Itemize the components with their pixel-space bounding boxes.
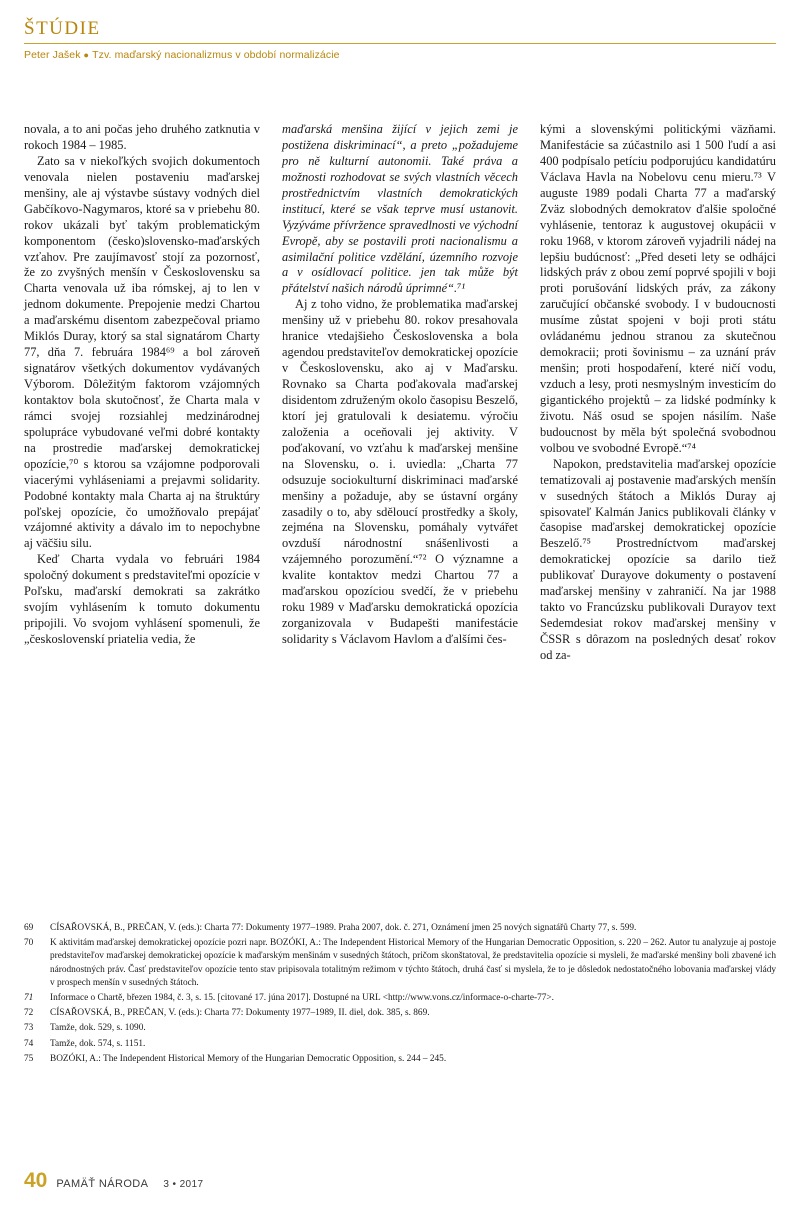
column-left — [24, 122, 260, 902]
footnote-text: BOZÓKI, A.: The Independent Historical Memory of the Hungarian Democratic Opposition, s. 244 – 245. — [50, 1053, 447, 1064]
footnote-text: CÍSAŘOVSKÁ, B., PREČAN, V. (eds.): Charta 77: Dokumenty 1977–1989. Praha 2007, dok. č. 271, Oznámení jmen 25 nových signatářů Charty 77, s. 599. — [50, 923, 637, 933]
bullet-separator-icon: ● — [83, 50, 90, 60]
paragraph: maďarská menšina žijící v jejich zemi je postižena diskriminací“, a preto „požadujeme pro ně kulturní autonomii. Také práva a možnosti rozhodovat se svých vlastních věcech prostřednictvím vlastních demokratických institucí, které se však teprve musí ustanovit. Vyzýváme přívržence spravedlnosti ve východní Evropě, aby se postavili proti nacionalismu a asimilační politice vzdělání, územního rozvoje a v osídlovací politice. jen tak může být přátelství našich národů úprimné“.⁷¹ — [282, 122, 518, 296]
footnote-number: 72 — [24, 1008, 34, 1019]
paragraph: Napokon, predstavitelia maďarskej opozície tematizovali aj postavenie maďarských menšín v susedných štátoch a Miklós Duray aj spisovateľ Kalmán Janics publikovali články v časopise maďarskej demokratickej opozície Beszelő.⁷⁵ Prostredníctvom maďarskej demokratickej opozície sa darilo tiež publikovať Durayove dokumenty o postavení maďarskej menšiny v zahraničí. Na jar 1988 takto vo Francúzsku publikovali Durayov text Sedemdesiat rokov maďarskej menšiny v ČSSR s dôrazom na posledných desať rokov od za- — [540, 456, 776, 662]
footnote-item — [24, 1022, 776, 1035]
column-right — [540, 122, 776, 902]
author-name: Peter Jašek — [24, 49, 81, 61]
footnote-text: Informace o Chartě, březen 1984, č. 3, s. 15. [citované 17. júna 2017]. Dostupné na URL <http://www.vons.cz/informace-o-charte-77>. — [50, 992, 554, 1003]
footnote-item — [24, 992, 776, 1005]
page-number: 40 — [24, 1169, 48, 1192]
publication-name: PAMÄŤ NÁRODA — [56, 1178, 149, 1190]
footnote-text: CÍSAŘOVSKÁ, B., PREČAN, V. (eds.): Charta 77: Dokumenty 1977–1989, II. diel, dok. 385, s. 869. — [50, 1008, 430, 1019]
page-footer — [24, 1169, 203, 1193]
paragraph: Aj z toho vidno, že problematika maďarskej menšiny už v priebehu 80. rokov presahovala hranice vtedajšieho Československa a bola agendou predstaviteľov demokratickej opozície v Československu, ako aj v Maďarsku. Rovnako sa Charta poďakovala maďarskej disidentom združeným okolo časopisu Beszelő, ktorí jej gratulovali k desiatemu. výročiu založenia a oceňovali jej aktivity. V poďakovaní, vo vzťahu k maďarskej menšine na Slovensku, o. i. uviedla: „Charta 77 odsuzuje sociokulturní diskriminaci maďarské menšiny a požaduje, aby se ústavní orgány zasadily o to, aby sděloucí prostředky a školy, zejména na Slovensku, pomáhaly vytvářet ovzduší národnostní snášenlivosti a vzájemného porozumění.“⁷² O významne a kvalite kontaktov medzi Chartou 77 a maďarskou opozíciou svedčí, že v priebehu roku 1989 v Maďarsku demokratická opozícia zorganizovala v Budapešti manifestácie solidarity s Václavom Havlom a ďalšími čes- — [282, 297, 518, 646]
footnote-number: 75 — [24, 1053, 34, 1064]
paragraph: Keď Charta vydala vo februári 1984 spoločný dokument s predstaviteľmi opozície v Poľsku, maďarskí demokrati sa zakrátko svojím vyhlásením k tomuto dokumentu pripojili. Vo svojom vyhlásení spomenuli, že „československí priatelia vedia, že — [24, 552, 260, 646]
footnote-item — [24, 1038, 776, 1051]
article-title: Tzv. maďarský nacionalizmus v období normalizácie — [92, 49, 340, 61]
header-divider — [24, 43, 776, 44]
footnote-number: 70 — [24, 938, 34, 949]
body-columns — [24, 122, 776, 902]
footnote-number: 74 — [24, 1038, 34, 1049]
paragraph: kými a slovenskými politickými väzňami. Manifestácie sa zúčastnilo asi 1 500 ľudí a asi 400 podpísalo petíciu podporujúcu kandidatúru Václava Havla na Nobelovu cenu mieru.⁷³ V auguste 1989 podali Charta 77 a maďarský Zväz slobodných demokratov ďalšie spoločné vyhlásenie, tentoraz k augustovej okupácii v roku 1968, v ktorom zároveň vyjadrili nádej na lepšiu budúcnosť: „Před deseti lety se odhájci lidských práv z obou zemí poprvé spojili v boji proti porušování lidských práv, za zákony zaručující občanské svobody. I v budoucnosti musíme zůstat spojeni v boji proti státu ovládanému jednou stranou za skutečnou demokracii; proti šovinismu – za uznání práv menšin; proti hospodaření, které ničí vodu, vzduch a lesy, proti nesmyslným investicím do gigantického projektů – za lidské podmínky k životu. Náš osud se spojen násilím. Naše budoucnost by měla být společná svobodnou volbou ve svobodné Evropě.“⁷⁴ — [540, 122, 776, 455]
footnote-text: Tamže, dok. 529, s. 1090. — [50, 1023, 146, 1034]
section-title: ŠTÚDIE — [24, 18, 101, 39]
paragraph: novala, a to ani počas jeho druhého zatknutia v rokoch 1984 – 1985. — [24, 122, 260, 152]
footnote-number: 73 — [24, 1023, 34, 1034]
footnote-text: K aktivitám maďarskej demokratickej opozície pozri napr. BOZÓKI, A.: The Independent Historical Memory of the Hungarian Democratic Opposition, s. 220 – 262. Autor tu analyzuje aj postoje predstaviteľov maďarskej demokratickej opozície k maďarským menšinám v susedných štátoch, pričom skonštatoval, že predstavitelia opozície si mysleli, že maďarské menšiny boli zbavené ich národnostných práv. Časť predstaviteľov opozície tento stav pripisovala totalitným režimom v týchto štátoch, druhá časť si myslela, že to je dôsledok nedostatočného lobovania maďarskej vlády v prospech menšín v susedných štátoch. — [50, 938, 776, 988]
footnote-item — [24, 922, 776, 935]
column-middle — [282, 122, 518, 902]
footnote-text: Tamže, dok. 574, s. 1151. — [50, 1038, 146, 1049]
footnotes-block — [24, 922, 776, 1068]
issue-label: 3 • 2017 — [163, 1179, 204, 1190]
page-header — [24, 18, 776, 61]
footnote-item — [24, 1007, 776, 1020]
running-head — [24, 49, 776, 61]
paragraph: Zato sa v niekoľkých svojich dokumentoch venovala nielen postaveniu maďarskej menšiny, ale aj výstavbe sústavy vodných diel Gabčíkovo-Nagymaros, ktoré sa v priebehu 80. rokov ukázali byť takým problematickým komponentom (česko)slovensko-maďarských vzťahov. Pre zaujímavosť stojí za pozornosť, že zo zvyšných menšín v Československu sa Charta venovala už iba rómskej, aj to len v jednom dokumente. Prepojenie medzi Chartou a maďarskému disentom zabezpečoval priamo Miklós Duray, ktorý sa stal signatárom Charty 77, dňa 7. februára 1984⁶⁹ a bol zároveň signatárov všetkých dokumentov vydávaných Výborom. Dôležitým faktorom vzájomných kontaktov bola skutočnosť, že Charta mala v rámci svojej rozsiahlej medzinárodnej spolupráce vybudované veľmi dobré kontakty na prostredie maďarskej demokratickej opozície,⁷⁰ s ktorou sa vzájomne podporovali viacerými vyhláseniami a prejavmi solidarity. Podobné kontakty mala Charta aj na štruktúry poľskej opozície, čo umožňovalo prepájať vzájomné aktivity a dávalo im to nepochybne aj väčšiu silu. — [24, 153, 260, 551]
footnote-number: 71 — [24, 992, 34, 1003]
footnote-number: 69 — [24, 923, 34, 933]
footnote-item — [24, 1053, 776, 1066]
footnote-item — [24, 937, 776, 990]
